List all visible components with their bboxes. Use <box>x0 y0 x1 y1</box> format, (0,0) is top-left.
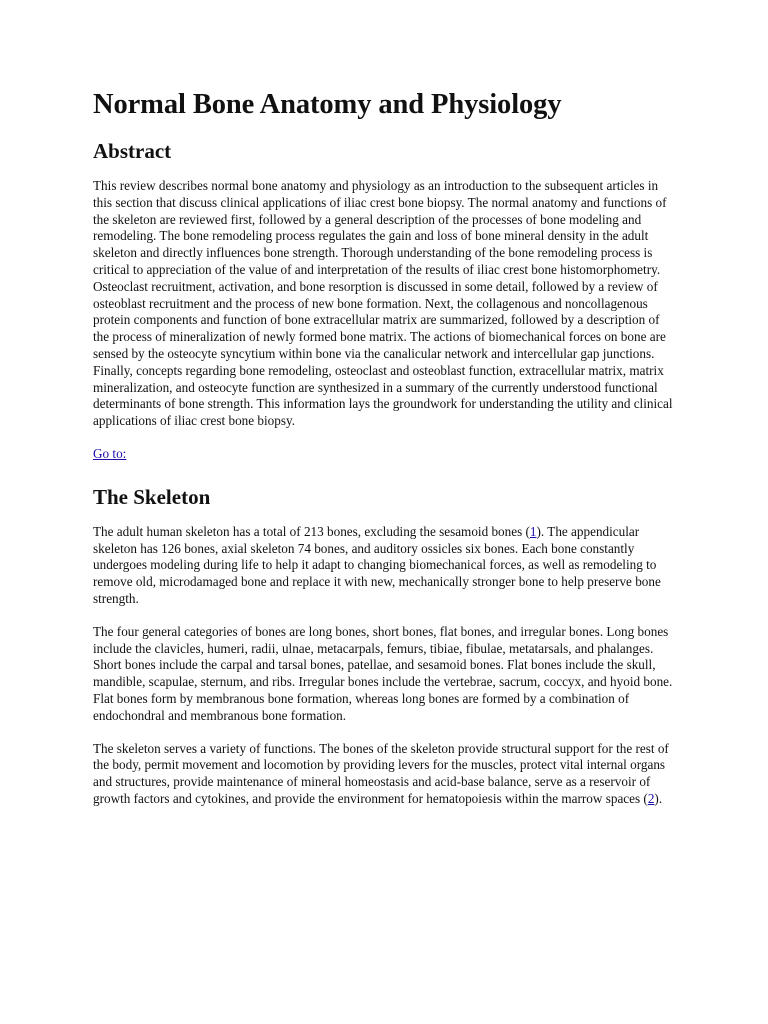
skeleton-p1-text-before: The adult human skeleton has a total of 213 bones, excluding the sesamoid bones ( <box>93 523 530 539</box>
abstract-paragraph: This review describes normal bone anatomy and physiology as an introduction to the subsequent articles in this section that discuss clinical applications of iliac crest bone biopsy. The normal anatomy and functions of the skeleton are reviewed first, followed by a general description of the processes of bone modeling and remodeling. The bone remodeling process regulates the gain and loss of bone mineral density in the adult skeleton and directly influences bone strength. Thorough understanding of the bone remodeling process is critical to appreciation of the value of and interpretation of the results of iliac crest bone histomorphometry. Osteoclast recruitment, activation, and bone resorption is discussed in some detail, followed by a review of osteoblast recruitment and the process of new bone formation. Next, the collagenous and noncollagenous protein components and function of bone extracellular matrix are summarized, followed by a description of the process of mineralization of newly formed bone matrix. The actions of biomechanical forces on bone are sensed by the osteocyte syncytium within bone via the canalicular network and intercellular gap junctions. Finally, concepts regarding bone remodeling, osteoclast and osteoblast function, extracellular matrix, matrix mineralization, and osteocyte function are synthesized in a summary of the currently understood functional determinants of bone strength. This information lays the groundwork for understanding the utility and clinical applications of iliac crest bone biopsy. <box>93 178 673 429</box>
skeleton-paragraph-2: The four general categories of bones are long bones, short bones, flat bones, and irregular bones. Long bones include the clavicles, humeri, radii, ulnae, metacarpals, femurs, tibiae, fibulae, metatarsals, and phalanges. Short bones include the carpal and tarsal bones, patellae, and sesamoid bones. Flat bones include the skull, mandible, scapulae, sternum, and ribs. Irregular bones include the vertebrae, sacrum, coccyx, and hyoid bone. Flat bones form by membranous bone formation, whereas long bones are formed by a combination of endochondral and membranous bone formation. <box>93 623 673 723</box>
reference-link-2[interactable]: 2 <box>647 790 655 806</box>
skeleton-heading: The Skeleton <box>93 484 211 509</box>
abstract-heading: Abstract <box>93 139 172 163</box>
skeleton-p3-text-after: ). <box>654 790 663 806</box>
skeleton-paragraph-1 <box>93 524 678 608</box>
skeleton-p1-text-after: ). The appendicular skeleton has 126 bones, axial skeleton 74 bones, and auditory ossicles six bones. Each bone constantly undergoes modeling during life to help it adapt to changing biomechanical forces, as well as remodeling to remove old, microdamaged bone and replace it with new, mechanically stronger bone to help preserve bone strength. <box>93 523 661 606</box>
reference-link-1[interactable]: 1 <box>529 523 537 539</box>
skeleton-paragraph-3 <box>93 741 678 808</box>
skeleton-p3-text-before: The skeleton serves a variety of functions. The bones of the skeleton provide structural support for the rest of the body, permit movement and locomotion by providing levers for the muscles, protect vital internal organs and structures, provide maintenance of mineral homeostasis and acid-base balance, serve as a reservoir of growth factors and cytokines, and provide the environment for hematopoiesis within the marrow spaces ( <box>93 740 669 806</box>
article-body <box>93 88 678 824</box>
goto-link[interactable]: Go to: <box>93 445 127 461</box>
article-title: Normal Bone Anatomy and Physiology <box>93 89 562 120</box>
